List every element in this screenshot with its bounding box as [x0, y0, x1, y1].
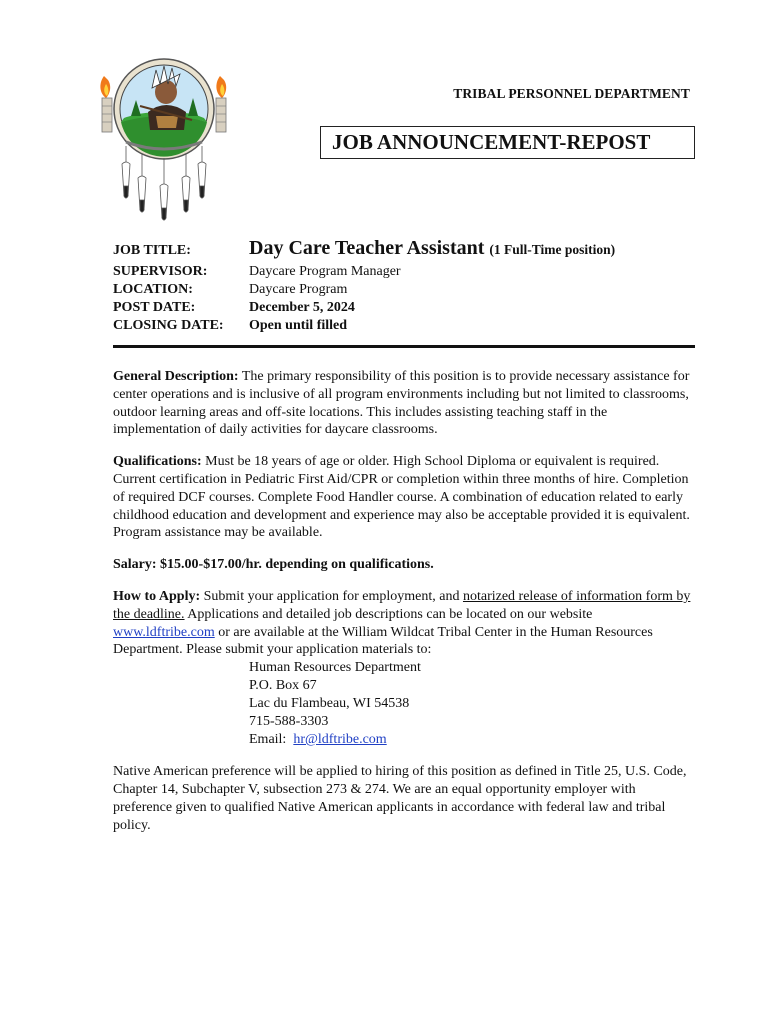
salary: Salary: $15.00-$17.00/hr. depending on qualifications. — [113, 557, 434, 573]
qualifications — [113, 453, 693, 542]
announcement-banner — [320, 126, 695, 159]
closing-date-value: Open until filled — [249, 318, 348, 333]
job-title-value: Day Care Teacher Assistant — [249, 237, 485, 259]
mailing-address — [113, 659, 693, 749]
job-fields — [113, 236, 703, 335]
address-line-1: Human Resources Department — [249, 660, 421, 676]
location-row — [113, 281, 703, 299]
website-link[interactable]: www.ldftribe.com — [113, 624, 215, 640]
job-title-row — [113, 236, 703, 263]
address-line-2: P.O. Box 67 — [249, 678, 317, 694]
preference-statement: Native American preference will be applied to hiring of this position as defined in Title 25, U.S. Code, Chapter 14, Subchapter V, subsection 273 & 274. We are an equal opportunity employer with preference given to qualified Native American applicants in accordance with federal law and tribal policy. — [113, 764, 687, 833]
how-to-apply — [113, 588, 693, 659]
email-link[interactable]: hr@ldftribe.com — [293, 732, 387, 748]
email-label: Email: — [249, 732, 294, 748]
general-description — [113, 368, 693, 439]
right-torch-icon — [216, 76, 226, 132]
supervisor-label: SUPERVISOR: — [113, 264, 208, 279]
tribal-seal-logo — [96, 54, 232, 224]
phone-number: 715-588-3303 — [249, 714, 329, 730]
how-to-apply-label: How to Apply: — [113, 588, 201, 604]
qualifications-text: Must be 18 years of age or older. High School Diploma or equivalent is required. Current certification in Pediatric First Aid/CPR or completion within three months of hire. Completion of required DCF courses. Complete Food Handler course. A combination of education related to early childhood education and development and experience may also be acceptable provided it is equivalent. Program assistance may be available. — [113, 454, 690, 541]
left-torch-icon — [100, 76, 112, 132]
post-date-label: POST DATE: — [113, 300, 196, 315]
banner-title: JOB ANNOUNCEMENT-REPOST — [332, 130, 651, 154]
job-title-label: JOB TITLE: — [113, 243, 191, 258]
section-divider — [113, 345, 695, 348]
supervisor-row — [113, 263, 703, 281]
location-label: LOCATION: — [113, 282, 193, 297]
closing-date-label: CLOSING DATE: — [113, 318, 224, 333]
general-description-text: The primary responsibility of this position is to provide necessary assistance for center operations and is inclusive of all program environments including but not limited to classrooms, outdoor learning areas and off-site locations. This includes assisting teaching staff in the implementation of daily activities for daycare classrooms. — [113, 369, 690, 438]
job-title-note: (1 Full-Time position) — [489, 242, 616, 257]
announcement-body — [113, 368, 693, 848]
notarized-release-note: notarized release of information form by the deadline. — [113, 588, 691, 622]
qualifications-label: Qualifications: — [113, 454, 202, 470]
address-line-3: Lac du Flambeau, WI 54538 — [249, 696, 410, 712]
post-date-row — [113, 299, 703, 317]
how-to-apply-text-2: Applications and detailed job descriptions can be located on our website — [184, 606, 593, 622]
location-value: Daycare Program — [249, 282, 348, 297]
post-date-value: December 5, 2024 — [249, 300, 355, 315]
how-to-apply-text-3: or are available at the William Wildcat Tribal Center in the Human Resources Department. Please submit your application materials to: — [113, 624, 653, 658]
closing-date-row — [113, 317, 703, 335]
department-heading: TRIBAL PERSONNEL DEPARTMENT — [453, 86, 690, 101]
supervisor-value: Daycare Program Manager — [249, 264, 401, 279]
how-to-apply-text-1: Submit your application for employment, and — [200, 588, 463, 604]
general-description-label: General Description: — [113, 369, 239, 384]
email-row — [249, 731, 693, 749]
